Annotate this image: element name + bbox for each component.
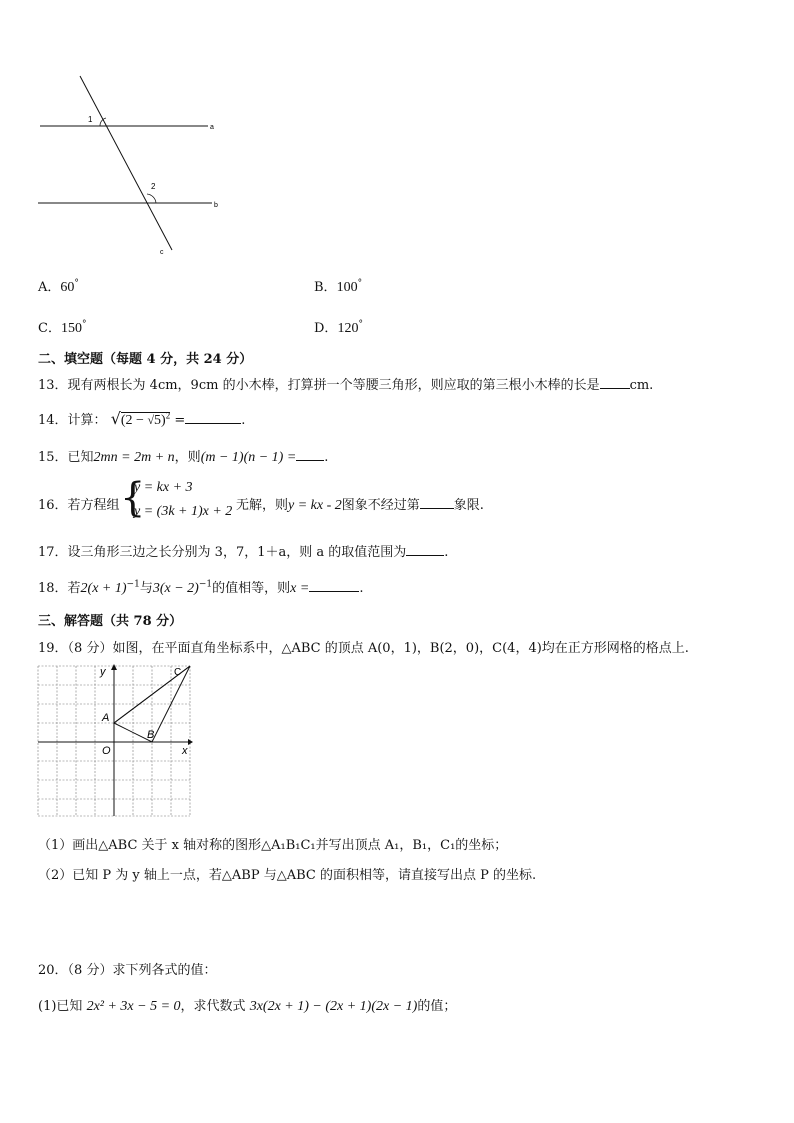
q17-dot: .	[444, 545, 449, 560]
q17-blank	[406, 543, 444, 556]
question-14	[38, 409, 245, 429]
q14-prefix: 14．计算：	[38, 413, 107, 428]
x-axis-arrow-icon	[188, 739, 193, 745]
line-c	[80, 76, 172, 250]
label-x: x	[182, 745, 188, 757]
q15-mid: ，则	[174, 450, 201, 465]
q20-part1-mid: ，求代数式	[180, 999, 246, 1014]
q20-part1-eq: 2x² + 3x − 5 = 0	[86, 999, 181, 1014]
q13-unit: cm.	[629, 378, 654, 393]
option-b-letter: B．	[314, 280, 337, 295]
q16-eq1: y = kx + 3	[134, 480, 193, 495]
q14-blank	[185, 411, 241, 424]
angle-2-arc	[147, 194, 156, 203]
q20-part1	[38, 995, 456, 1015]
label-c: C	[174, 667, 182, 678]
label-a: a	[210, 124, 214, 131]
section2-title: 二、填空题（每题 4 分，共 24 分）	[38, 352, 253, 367]
option-c-unit: °	[81, 319, 87, 330]
parallel-lines-figure	[30, 70, 230, 260]
q16-expr: y = kx - 2	[288, 498, 342, 513]
question-17	[38, 541, 448, 560]
question-16-prefix: 16．若方程组	[38, 498, 120, 513]
option-d-unit: °	[358, 319, 363, 330]
label-o: O	[102, 745, 111, 757]
option-a-unit: °	[74, 278, 79, 289]
q18-blank	[309, 579, 359, 592]
q19-part1: （1）画出△ABC 关于 x 轴对称的图形△A₁B₁C₁并写出顶点 A₁，B₁，C₁的坐标；	[38, 838, 508, 853]
option-d-value: 120	[337, 321, 359, 336]
question-13	[38, 374, 653, 393]
q20-part1-tail: 的值；	[417, 999, 457, 1014]
option-a-value: 60	[60, 280, 75, 295]
label-c: c	[160, 249, 164, 256]
q14-sqrt: √	[110, 409, 121, 428]
q20-part1-expr: 3x(2x + 1) − (2x + 1)(2x − 1)	[249, 999, 418, 1014]
question-19: 19．（8 分）如图，在平面直角坐标系中，△ABC 的顶点 A(0，1)，B(2，0)，C(4，4)均在正方形网格的格点上.	[38, 641, 689, 656]
q18-tail: 的值相等，则	[212, 581, 291, 596]
option-b-value: 100	[336, 280, 358, 295]
q15-expr: 2mn = 2m + n	[93, 450, 175, 465]
q13-text: 13．现有两根长为 4cm，9cm 的小木棒，打算拼一个等腰三角形，则应取的第三根小木棒的长是	[38, 378, 600, 393]
q15-blank	[296, 448, 324, 461]
y-axis-arrow-icon	[111, 664, 117, 670]
q18-mid: 与	[139, 581, 153, 596]
q14-expr-c: )	[161, 413, 166, 428]
q17-text: 17．设三角形三边之长分别为 3，7，1＋a，则 a 的取值范围为	[38, 545, 407, 560]
q19-part2: （2）已知 P 为 y 轴上一点，若△ABP 与△ABC 的面积相等，请直接写出点 P 的坐标.	[38, 868, 537, 883]
q14-expr-b: 5	[154, 413, 162, 428]
q14-exp: 2	[165, 410, 171, 421]
q16-tail: 图象不经过第	[341, 498, 420, 513]
q16-end: 象限.	[453, 498, 484, 513]
q15-dot: .	[324, 450, 329, 465]
q14-expr-a: (2 −	[120, 413, 148, 428]
q16-blank	[420, 496, 454, 509]
q20-part1-prefix: (1)已知	[38, 999, 83, 1014]
q13-blank	[600, 376, 630, 389]
label-b: b	[214, 202, 218, 209]
q14-radicand: $(2 - √5)^2$	[120, 410, 171, 428]
q18-e1: 2(x + 1)	[80, 581, 127, 596]
q18-var: x =	[290, 581, 310, 596]
q18-exp2: −1	[198, 579, 213, 590]
option-d	[314, 317, 363, 337]
option-a-letter: A．	[38, 280, 61, 295]
angle-1-arc	[100, 118, 106, 126]
q18-dot: .	[359, 581, 364, 596]
option-c-letter: C．	[38, 321, 61, 336]
option-a	[38, 276, 79, 296]
q14-dot: .	[241, 413, 246, 428]
q14-eq: =	[174, 413, 186, 428]
label-a: A	[102, 712, 110, 724]
q18-e2: 3(x − 2)	[152, 581, 199, 596]
q18-prefix: 18．若	[38, 581, 81, 596]
option-b	[314, 276, 362, 296]
label-b: B	[147, 729, 155, 741]
section3-title: 三、解答题（共 78 分）	[38, 614, 183, 629]
option-c	[38, 317, 86, 337]
coordinate-grid-figure	[36, 662, 196, 822]
option-d-letter: D．	[314, 321, 338, 336]
option-c-value: 150	[60, 321, 82, 336]
q18-exp1: −1	[126, 579, 140, 590]
q16-brace: {	[120, 475, 146, 521]
question-15	[38, 446, 328, 466]
q15-expr2: (m − 1)(n − 1) =	[200, 450, 297, 465]
q16-mid: 无解，则	[236, 498, 289, 513]
q16-eq2: y = (3k + 1)x + 2	[134, 504, 233, 519]
question-18	[38, 577, 363, 597]
label-1: 1	[88, 115, 93, 124]
option-b-unit: °	[357, 278, 363, 289]
question-20: 20．（8 分）求下列各式的值：	[38, 963, 217, 978]
q15-prefix: 15．已知	[38, 450, 94, 465]
question-16-rest	[236, 494, 484, 514]
label-2: 2	[151, 182, 156, 191]
label-y: y	[100, 666, 106, 678]
